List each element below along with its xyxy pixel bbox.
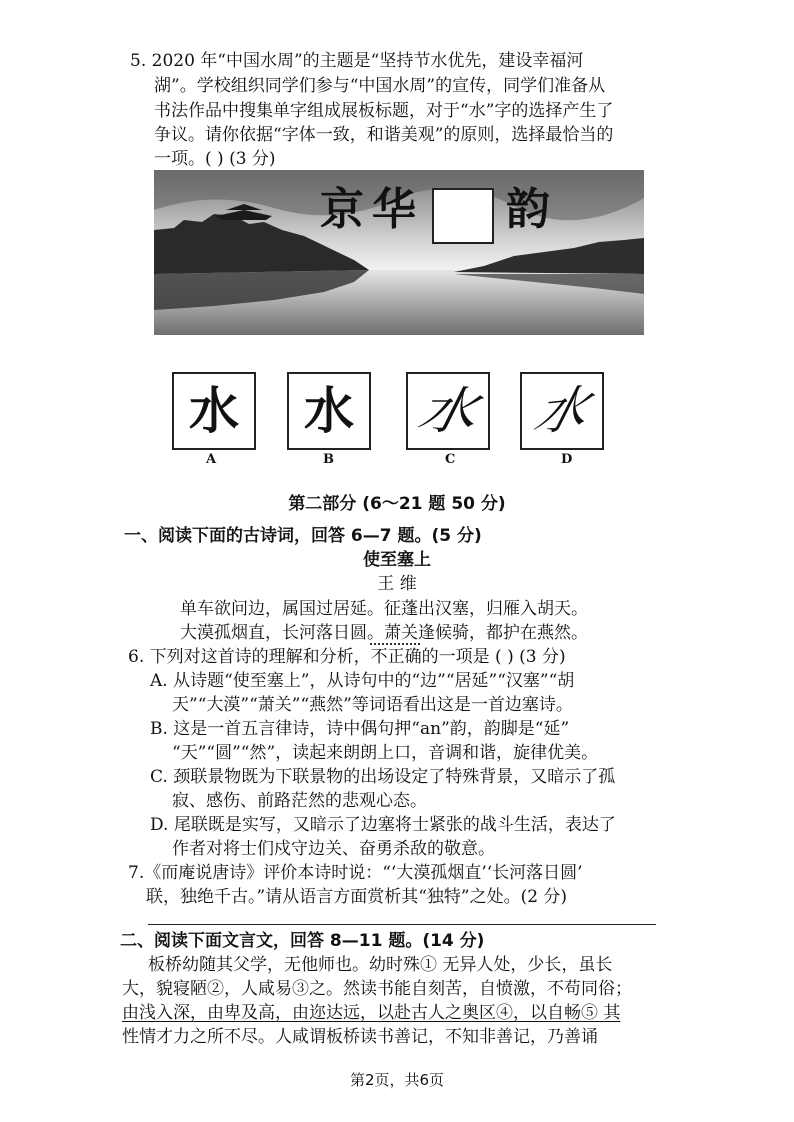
part-two-heading: 第二部分 (6～21 题 50 分) [288, 494, 506, 514]
poem-title: 使至塞上 [363, 550, 431, 570]
q6-option-d-line-1: D. 尾联既是实写，又暗示了边塞将士紧张的战斗生活，表达了 [150, 815, 616, 835]
banner-title [154, 182, 644, 242]
banner-char-1: 京 [320, 184, 364, 235]
poem-author: 王 维 [377, 574, 417, 594]
option-b-box[interactable] [287, 372, 371, 450]
poem-line-2: 大漠孤烟直，长河落日圆。萧关逢候骑，都护在燕然。 [180, 623, 588, 643]
q6-stem-post: 的一项是 ( ) (3 分) [421, 647, 566, 667]
q6-option-a-line-2: 天”“大漠”“萧关”“燕然”等词语看出这是一首边塞诗。 [172, 695, 573, 715]
classical-para-line-3: 由浅入深，由卑及高，由迩达远，以赴古人之奥区④，以自畅⑤ 其 [122, 1003, 621, 1023]
option-d-glyph: 水 [528, 379, 596, 443]
q6-stem [128, 646, 566, 668]
banner-image [154, 170, 644, 335]
q5-line-3: 书法作品中搜集单字组成展板标题，对于“水”字的选择产生了 [154, 101, 614, 121]
option-d-box[interactable] [520, 372, 604, 450]
page-footer: 第2页，共6页 [349, 1071, 445, 1089]
section-one-heading: 一、阅读下面的古诗词，回答 6—7 题。(5 分) [124, 526, 482, 546]
q6-option-c-line-2: 寂、感伤、前路茫然的悲观心态。 [172, 791, 427, 811]
answer-line [148, 924, 656, 925]
banner-char-3: 韵 [506, 184, 550, 235]
poem-line-1: 单车欲问边，属国过居延。征蓬出汉塞，归雁入胡天。 [180, 599, 588, 619]
banner-blank-box [432, 188, 494, 244]
classical-para-line-1: 板桥幼随其父学，无他师也。幼时殊① 无异人处，少长，虽长 [148, 955, 613, 975]
option-c-label: C [445, 452, 456, 467]
option-a-glyph: 水 [189, 382, 239, 440]
option-b-label: B [323, 452, 334, 467]
option-c-box[interactable] [406, 372, 490, 450]
q6-option-b-line-1: B. 这是一首五言律诗，诗中偶句押“an”韵，韵脚是“延” [150, 719, 570, 739]
option-a-box[interactable] [172, 372, 256, 450]
option-c-glyph: 水 [413, 382, 483, 440]
q6-option-b-line-2: “天”“圆”“然”，读起来朗朗上口，音调和谐，旋律优美。 [172, 743, 599, 763]
q6-stem-emphasis: 不正确 [370, 647, 422, 667]
q6-option-c-line-1: C. 颈联景物既为下联景物的出场设定了特殊背景，又暗示了孤 [150, 767, 616, 787]
option-d-label: D [561, 452, 573, 467]
q7-line-1: 7.《而庵说唐诗》评价本诗时说：“‘大漠孤烟直’‘长河落日圆’ [128, 863, 583, 883]
q6-option-d-line-2: 作者对将士们戍守边关、奋勇杀敌的敬意。 [172, 839, 495, 859]
option-b-glyph: 水 [304, 381, 354, 440]
q5-line-2: 湖”。学校组织同学们参与“中国水周”的宣传，同学们准备从 [154, 76, 606, 96]
q7-line-2: 联，独绝千古。”请从语言方面赏析其“独特”之处。(2 分) [146, 887, 568, 907]
classical-para-line-2: 大，貌寝陋②，人咸易③之。然读书能自刻苦，自愤激，不苟同俗； [122, 979, 632, 999]
q6-stem-pre: 6. 下列对这首诗的理解和分析， [128, 647, 371, 667]
q6-option-a-line-1: A. 从诗题“使至塞上”，从诗句中的“边”“居延”“汉塞”“胡 [150, 671, 575, 691]
q5-line-5: 一项。( ) (3 分) [154, 149, 276, 169]
section-two-heading: 二、阅读下面文言文，回答 8—11 题。(14 分) [120, 931, 485, 951]
option-a-label: A [206, 452, 217, 467]
classical-para-line-4: 性情才力之所不尽。人咸谓板桥读书善记，不知非善记，乃善诵 [122, 1027, 598, 1047]
banner-char-2: 华 [372, 184, 416, 235]
q5-line-4: 争议。请你依据“字体一致，和谐美观”的原则，选择最恰当的 [154, 125, 614, 145]
q5-line-1: 5. 2020 年“中国水周”的主题是“坚持节水优先，建设幸福河 [130, 51, 584, 71]
